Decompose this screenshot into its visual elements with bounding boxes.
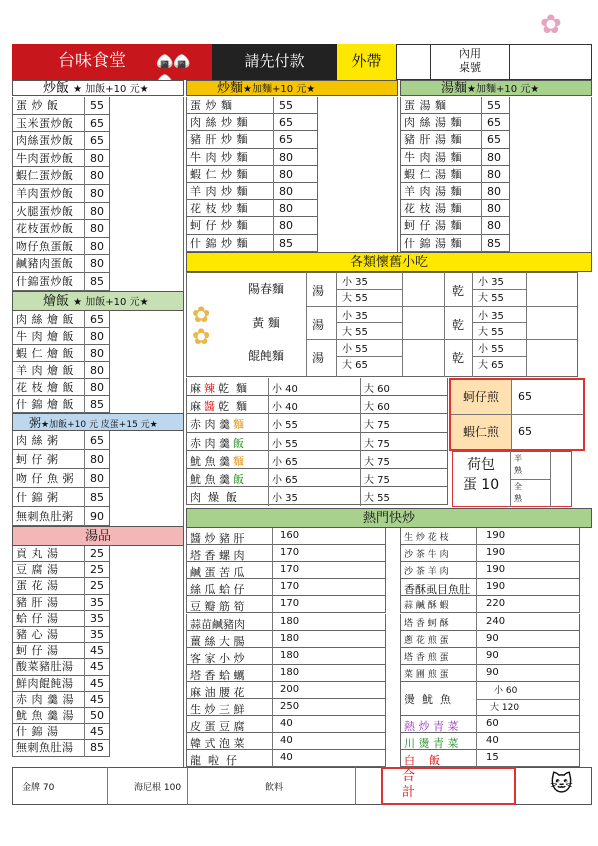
hot-fry-price: 190 — [486, 547, 506, 559]
snack-soup-large: 大 55 — [342, 326, 368, 338]
item-name: 玉米蛋炒飯 — [16, 116, 74, 130]
snack-dry-small: 小 35 — [478, 310, 504, 322]
item-name: 花 枝 燴 飯 — [16, 381, 74, 394]
item-price: 80 — [279, 150, 293, 164]
hot-fry-name: 蒜苗鹹豬肉 — [190, 617, 245, 631]
snack-name: 黃 麵 — [252, 315, 280, 330]
hot-fry-price: 240 — [486, 615, 506, 627]
hot-fry-name: 川 燙 青 菜 — [404, 737, 459, 751]
item-price: 55 — [487, 99, 501, 112]
item-name: 鹹豬肉蛋飯 — [16, 257, 74, 271]
item-name: 酸菜豬肚湯 — [16, 660, 74, 674]
snack-dry-label: 乾 — [452, 351, 465, 365]
hot-fry-name: 皮 蛋 豆 腐 — [190, 720, 245, 734]
item-name: 豬 肝 湯 — [16, 595, 59, 609]
drink-gold-medal: 金牌 70 — [22, 783, 55, 793]
item-name: 羊 肉 湯 麵 — [404, 185, 462, 198]
item-name: 魷 魚 羹 湯 — [16, 709, 74, 722]
hot-fry-price: 170 — [280, 598, 300, 610]
item-price: 80 — [90, 453, 104, 466]
item-name: 什 錦 粥 — [16, 491, 59, 504]
item-price: 80 — [90, 239, 104, 253]
snack-name: 陽春麵 — [247, 282, 284, 296]
item-price: 80 — [90, 222, 104, 236]
hot-fry-price: 40 — [280, 735, 293, 747]
item-name: 什 錦 湯 — [16, 725, 59, 739]
item-name: 豬 心 湯 — [16, 628, 59, 641]
item-name: 蛋 湯 麵 — [404, 99, 447, 112]
item-price: 80 — [487, 150, 501, 164]
thick-soup-large: 大 75 — [364, 475, 390, 486]
hot-fry-price: 40 — [280, 718, 293, 730]
hot-fry-name: 絲 瓜 蛤 仔 — [190, 583, 245, 597]
item-price: 80 — [487, 219, 501, 233]
hot-fry-name: 生 炒 三 鮮 — [190, 703, 245, 716]
item-price: 85 — [487, 236, 501, 250]
item-name: 鮮肉餛飩湯 — [16, 676, 74, 690]
item-name: 蛤 仔 湯 — [16, 611, 59, 625]
flower-corner-icon: ✿ — [540, 10, 562, 40]
omelet-shrimp-price: 65 — [518, 425, 532, 438]
item-price: 25 — [90, 579, 104, 593]
item-price: 45 — [90, 660, 104, 674]
item-name: 肉 絲 炒 麵 — [190, 116, 248, 130]
item-name: 赤 肉 羹 湯 — [16, 692, 74, 706]
item-price: 80 — [90, 347, 104, 360]
item-price: 80 — [90, 187, 104, 200]
item-name: 牛肉蛋炒飯 — [16, 151, 74, 165]
hot-fry-price: 90 — [486, 649, 499, 661]
item-price: 65 — [90, 134, 104, 148]
thick-soup-name: 赤 肉 羹 麵 — [190, 418, 244, 432]
snack-soup-small: 小 55 — [342, 344, 368, 355]
item-name: 肉絲蛋炒飯 — [16, 134, 74, 148]
item-price: 80 — [90, 151, 104, 165]
hot-fry-name: 沙 茶 羊 肉 — [404, 567, 449, 578]
item-name: 花枝蛋炒飯 — [16, 222, 74, 236]
item-name: 羊肉蛋炒飯 — [16, 187, 74, 200]
thick-soup-small: 小 40 — [272, 402, 298, 414]
thick-soup-name: 魷 魚 羹 麵 — [190, 454, 244, 468]
snack-soup-large: 大 55 — [342, 293, 368, 304]
dine-in-label: 內用 桌號 — [430, 44, 510, 80]
hot-fry-name: 蔥 花 煎 蛋 — [404, 635, 449, 646]
item-price: 65 — [90, 116, 104, 130]
item-name: 豬 肝 炒 麵 — [190, 133, 248, 147]
item-price: 80 — [90, 169, 104, 183]
item-price: 80 — [279, 185, 293, 198]
thick-soup-large: 大 60 — [364, 402, 390, 414]
hot-fry-price: 180 — [280, 649, 300, 661]
item-name: 牛 肉 炒 麵 — [190, 150, 248, 164]
item-price: 65 — [90, 313, 104, 326]
thick-soup-large: 大 55 — [364, 493, 390, 505]
item-name: 豆 腐 湯 — [16, 563, 59, 577]
item-name: 豬 肝 湯 麵 — [404, 133, 462, 147]
item-name: 什 錦 炒 麵 — [190, 236, 248, 250]
hot-fry-price: 170 — [280, 547, 300, 559]
hot-fry-name: 薑 絲 大 腸 — [190, 634, 245, 648]
item-price: 55 — [279, 99, 293, 112]
item-name: 蝦仁蛋炒飯 — [16, 169, 74, 183]
item-price: 80 — [90, 257, 104, 271]
hot-fry-price: 60 — [486, 718, 499, 730]
item-price: 65 — [279, 116, 293, 130]
item-price: 25 — [90, 563, 104, 577]
item-price: 85 — [90, 398, 104, 411]
item-price: 80 — [90, 364, 104, 377]
thick-soup-name: 麻 辣 乾 麵 — [190, 382, 247, 395]
full-cooked: 全 熟 — [514, 482, 522, 503]
fried-egg-label: 荷包 蛋 10 — [462, 457, 500, 493]
hot-fry-price: 250 — [280, 701, 300, 712]
item-price: 35 — [90, 595, 104, 609]
item-name: 蝦 仁 燴 飯 — [16, 347, 74, 360]
thick-soup-small: 小 65 — [272, 475, 298, 486]
hot-fry-name: 菜 圃 煎 蛋 — [404, 669, 449, 680]
item-name: 蝦 仁 炒 麵 — [190, 167, 248, 181]
omelet-oyster: 蚵仔煎 — [451, 380, 511, 414]
thick-soup-small: 小 40 — [272, 384, 298, 395]
item-price: 55 — [90, 99, 104, 112]
item-name: 蚵 仔 粥 — [16, 453, 59, 466]
item-name: 蛋 花 湯 — [16, 579, 59, 593]
snack-soup-label: 湯 — [312, 317, 325, 332]
hot-fry-price: 40 — [280, 752, 293, 764]
hot-fry-name: 白 飯 — [404, 754, 440, 768]
item-price: 65 — [487, 116, 501, 130]
hot-fry-price: 170 — [280, 564, 300, 576]
hot-fry-name: 韓 式 泡 菜 — [190, 737, 245, 751]
item-price: 25 — [90, 547, 104, 560]
hot-fry-name: 香酥虱目魚肚 — [404, 583, 470, 597]
item-name: 肉 絲 粥 — [16, 434, 59, 447]
hot-fry-name: 蒜 鹹 酥 蝦 — [404, 601, 449, 612]
snack-soup-label: 湯 — [312, 284, 325, 298]
item-price: 65 — [90, 434, 104, 447]
item-price: 85 — [90, 741, 104, 755]
item-price: 80 — [487, 185, 501, 198]
item-price: 65 — [487, 133, 501, 147]
item-name: 什錦蛋炒飯 — [16, 275, 74, 288]
item-name: 蚵 仔 湯 — [16, 644, 59, 658]
rice-sauce-header: 燴飯 ★ 加飯+10 元★ — [12, 291, 184, 311]
item-name: 吻 仔 魚 粥 — [16, 472, 74, 485]
item-price: 45 — [90, 725, 104, 739]
omelet-oyster-price: 65 — [518, 390, 532, 403]
item-name: 什 錦 湯 麵 — [404, 236, 462, 250]
item-price: 80 — [90, 204, 104, 218]
item-name: 蚵 仔 炒 麵 — [190, 219, 248, 233]
snack-dry-small: 小 55 — [478, 344, 504, 355]
thick-soup-large: 大 60 — [364, 384, 390, 395]
item-name: 肉 絲 燴 飯 — [16, 313, 74, 326]
item-price: 85 — [279, 236, 293, 250]
item-price: 80 — [487, 202, 501, 216]
hot-fry-header: 熱門快炒 — [186, 508, 592, 528]
hot-fry-name: 麻 油 腰 花 — [190, 685, 245, 699]
dumpling-icon: 🍙🍙 — [156, 54, 191, 70]
item-price: 80 — [90, 330, 104, 343]
item-price: 65 — [279, 133, 293, 147]
snack-dry-label: 乾 — [452, 317, 465, 332]
total-label: 合 計 — [402, 769, 416, 800]
takeout-label: 外帶 — [337, 44, 397, 80]
item-price: 80 — [90, 381, 104, 394]
item-name: 蚵 仔 湯 麵 — [404, 219, 462, 233]
congee-header: 粥★加飯+10 元 皮蛋+15 元★ — [12, 413, 184, 431]
hot-fry-name: 生 炒 花 枝 — [404, 533, 449, 543]
omelet-shrimp: 蝦仁煎 — [451, 415, 511, 449]
fried-noodles-header: 炒麵★加麵+10 元★ — [186, 80, 398, 96]
thick-soup-name: 肉 燥 飯 — [190, 491, 237, 505]
item-price: 80 — [279, 202, 293, 216]
drink-heineken: 海尼根 100 — [134, 783, 182, 793]
snack-dry-small: 小 35 — [478, 277, 504, 288]
thick-soup-small: 小 65 — [272, 456, 298, 468]
item-name: 無刺魚肚湯 — [16, 741, 74, 755]
snack-name: 餛飩麵 — [247, 349, 284, 363]
snack-soup-large: 大 65 — [342, 360, 368, 371]
item-price: 90 — [90, 510, 104, 523]
hot-fry-name: 沙 茶 牛 肉 — [404, 550, 449, 561]
thick-soup-large: 大 75 — [364, 420, 390, 432]
flower-icon: ✿ ✿ — [192, 303, 211, 350]
thick-soup-name: 赤 肉 羹 飯 — [190, 436, 244, 450]
fried-rice-header: 炒飯 ★ 加飯+10 元★ — [12, 80, 184, 96]
hot-fry-name: 塔 香 蛤 蠣 — [190, 668, 245, 682]
hot-fry-name: 醬 炒 豬 肝 — [190, 532, 245, 545]
item-name: 牛 肉 燴 飯 — [16, 330, 74, 343]
item-name: 羊 肉 燴 飯 — [16, 364, 74, 377]
hot-fry-name: 客 家 小 炒 — [190, 651, 245, 665]
hot-fry-price: 180 — [280, 632, 300, 644]
hot-fry-price: 90 — [486, 666, 499, 678]
item-price: 45 — [90, 676, 104, 690]
squid-small: 小 60 — [494, 685, 518, 696]
hot-fry-name: 鹹 蛋 苦 瓜 — [190, 566, 245, 580]
hot-fry-price: 200 — [280, 683, 300, 695]
squid-large: 大 120 — [490, 703, 520, 713]
half-cooked: 半 熟 — [514, 454, 522, 475]
item-price: 50 — [90, 709, 104, 722]
item-name: 肉 絲 湯 麵 — [404, 116, 462, 130]
hot-fry-name: 龍 啦 仔 — [190, 754, 237, 768]
thick-soup-small: 小 35 — [272, 493, 298, 505]
snack-soup-small: 小 35 — [342, 277, 368, 288]
thick-soup-small: 小 55 — [272, 420, 298, 432]
item-price: 80 — [90, 472, 104, 485]
snacks-header: 各類懷舊小吃 — [186, 252, 592, 272]
soups-header: 湯品 — [12, 526, 184, 546]
thick-soup-name: 魷 魚 羹 飯 — [190, 473, 244, 486]
hot-fry-name: 塔 香 螺 肉 — [190, 549, 245, 563]
item-name: 蛋 炒 飯 — [16, 99, 59, 112]
item-price: 85 — [90, 275, 104, 288]
thick-soup-name: 麻 醬 乾 麵 — [190, 400, 247, 414]
thick-soup-large: 大 75 — [364, 438, 390, 450]
hot-fry-price: 220 — [486, 598, 506, 610]
restaurant-name: 台味食堂 — [12, 44, 212, 80]
item-price: 80 — [279, 167, 293, 181]
item-price: 45 — [90, 644, 104, 658]
item-price: 80 — [487, 167, 501, 181]
item-price: 85 — [90, 491, 104, 504]
hot-fry-price: 15 — [486, 752, 499, 764]
hot-fry-price: 90 — [486, 632, 499, 644]
snack-dry-large: 大 55 — [478, 293, 504, 304]
hot-fry-price: 190 — [486, 530, 506, 541]
hot-fry-price: 40 — [486, 735, 499, 747]
snack-dry-large: 大 65 — [478, 360, 504, 371]
item-name: 吻仔魚蛋飯 — [16, 239, 74, 253]
pay-first-label: 請先付款 — [212, 44, 337, 80]
item-name: 羊 肉 炒 麵 — [190, 185, 248, 198]
drink-other: 飲料 — [265, 783, 284, 793]
hot-fry-name: 塔 香 蚵 酥 — [404, 618, 449, 629]
hot-fry-price: 190 — [486, 564, 506, 576]
item-name: 火腿蛋炒飯 — [16, 204, 74, 218]
squid-name: 燙 魷 魚 — [404, 692, 451, 706]
item-price: 45 — [90, 692, 104, 706]
item-name: 無刺魚肚粥 — [16, 510, 74, 523]
item-price: 80 — [279, 219, 293, 233]
item-name: 花 枝 炒 麵 — [190, 202, 248, 216]
item-price: 35 — [90, 628, 104, 641]
hot-fry-price: 180 — [280, 615, 300, 627]
hot-fry-price: 180 — [280, 666, 300, 678]
item-price: 35 — [90, 611, 104, 625]
item-name: 什 錦 燴 飯 — [16, 398, 74, 411]
soup-noodles-header: 湯麵★加麵+10 元★ — [400, 80, 592, 96]
snack-soup-small: 小 35 — [342, 310, 368, 322]
item-name: 蛋 炒 麵 — [190, 99, 233, 112]
item-name: 蝦 仁 湯 麵 — [404, 167, 462, 181]
thick-soup-small: 小 55 — [272, 438, 298, 450]
hot-fry-name: 豆 瓣 筋 筍 — [190, 600, 245, 614]
snack-dry-large: 大 55 — [478, 326, 504, 338]
hot-fry-name: 塔 香 煎 蛋 — [404, 652, 449, 663]
item-name: 牛 肉 湯 麵 — [404, 150, 462, 164]
thick-soup-large: 大 75 — [364, 456, 390, 468]
item-name: 花 枝 湯 麵 — [404, 202, 462, 216]
snack-dry-label: 乾 — [452, 284, 465, 298]
hot-fry-price: 190 — [486, 581, 506, 593]
hot-fry-price: 170 — [280, 581, 300, 593]
hot-fry-price: 160 — [280, 530, 300, 541]
snack-soup-label: 湯 — [312, 351, 325, 365]
lucky-cat-icon: 🐱 — [550, 772, 573, 797]
hot-fry-name: 熱 炒 青 菜 — [404, 720, 459, 734]
item-name: 貢 丸 湯 — [16, 547, 59, 560]
